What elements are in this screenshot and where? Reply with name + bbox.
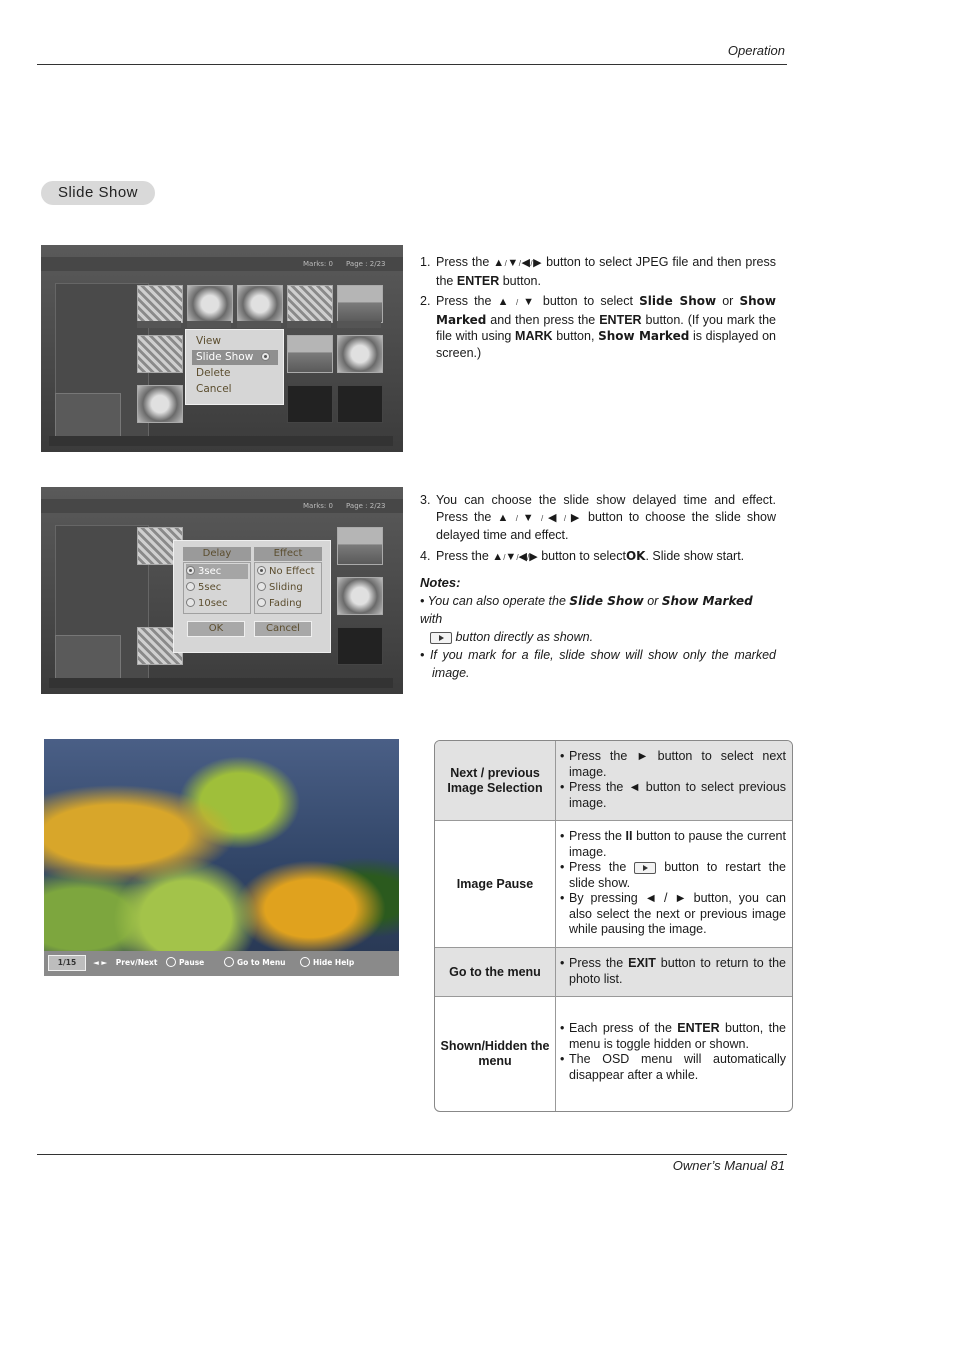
step-text: button,: [556, 329, 595, 343]
cancel-button[interactable]: Cancel: [254, 621, 312, 637]
note-text: or: [647, 594, 659, 608]
bullet-text: [560, 1021, 786, 1052]
thumbnail: [137, 285, 183, 323]
option-label: 3sec: [198, 566, 222, 577]
show-marked-label: Show Marked: [436, 294, 776, 327]
bullet-part: button to pause the current image.: [569, 829, 786, 859]
bullet-part: Press the: [569, 860, 627, 874]
bullet-text: [560, 829, 786, 860]
step-text: button to select JPEG file and then press the: [436, 255, 776, 288]
page-indicator: Page : 2/23: [346, 260, 386, 268]
slide-show-label: Slide Show: [639, 294, 717, 308]
effect-options: [254, 562, 322, 614]
tv-screen-slideshow-dialog: [41, 487, 403, 694]
thumbnail: [237, 285, 283, 323]
row-description: [560, 749, 786, 811]
note-1: [420, 592, 776, 646]
bullet-part: button to return to the photo list.: [569, 956, 786, 986]
arrow-up-icon: ▲: [492, 550, 504, 563]
step-1: 1. Press the ▲/▼/◀/▶ button to select JPEG file and then press the ENTER button.: [420, 255, 776, 288]
pause-key-label: II: [625, 829, 633, 843]
column-divider: [555, 821, 556, 947]
row-label: Image Pause: [456, 876, 534, 891]
control-label: Prev/Next: [115, 958, 158, 967]
popup-menu: [185, 329, 284, 405]
thumbnail: [337, 577, 383, 615]
thumbnail-empty: [337, 385, 383, 423]
bullet-text: • Press the ◄ button to select previous image.: [560, 780, 786, 811]
exit-key-label: EXIT: [628, 956, 656, 970]
tv-help-bar: [49, 436, 393, 446]
row-label: Next / previous Image Selection: [447, 765, 543, 795]
menu-item-view[interactable]: View: [196, 335, 221, 347]
step-text: is displayed on screen.): [436, 329, 776, 360]
arrow-down-icon: ▼: [523, 296, 537, 308]
step-text: button. (If you mark the file with using: [436, 312, 776, 343]
arrow-left-icon: ◀: [518, 550, 528, 563]
step-number: 4.: [420, 548, 431, 563]
note-text: • You can also operate the: [420, 594, 566, 608]
note-text: button directly as shown.: [455, 630, 594, 644]
bullet-part: button, the menu is toggle hidden or shown.: [569, 1021, 786, 1051]
arrow-up-icon: ▲: [497, 511, 511, 524]
control-label: Go to Menu: [237, 958, 286, 967]
bullet-part: Press the: [569, 956, 624, 970]
row-description: [560, 829, 786, 938]
option-label: Fading: [269, 598, 302, 609]
option-label: 5sec: [198, 582, 222, 593]
tv-help-bar: [49, 678, 393, 688]
pause-icon: [166, 957, 176, 967]
step-text: and then press the: [490, 312, 596, 327]
bullet-part: Each press of the: [569, 1021, 672, 1035]
arrow-up-icon: ▲: [493, 257, 505, 269]
radio-off-icon: [186, 582, 195, 591]
arrow-down-icon: ▼: [522, 511, 537, 524]
delay-options: [183, 562, 251, 614]
thumbnail: [137, 335, 183, 373]
effect-header: Effect: [254, 547, 322, 561]
marks-count: Marks: 0: [303, 260, 333, 268]
ok-button[interactable]: OK: [187, 621, 245, 637]
slideshow-function-table: [434, 740, 793, 1112]
column-divider: [555, 997, 556, 1111]
thumbnail-label: [187, 321, 231, 328]
arrow-right-icon: ▶: [529, 550, 538, 563]
menu-item-slide-show[interactable]: [192, 350, 278, 365]
menu-item-delete[interactable]: Delete: [196, 367, 231, 379]
hide-help-control[interactable]: [300, 958, 354, 968]
slide-show-label: Slide Show: [569, 594, 644, 608]
table-row: [435, 821, 792, 948]
menu-item-cancel[interactable]: Cancel: [196, 383, 232, 395]
step-text: Press the: [436, 294, 492, 308]
step-2: 2. Press the ▲ / ▼ button to select Slide Show or Show Marked and then press the ENTER button. (If you mark the file with using MARK button, Show Marked is displayed on screen.): [420, 294, 776, 360]
slideshow-control-bar: [44, 951, 399, 976]
arrow-up-icon: ▲: [497, 296, 512, 308]
table-row: [435, 741, 792, 821]
effect-option-sliding[interactable]: [257, 580, 303, 595]
thumbnail: [337, 335, 383, 373]
tv-side-buttons: [55, 393, 121, 437]
note-2: • If you mark for a file, slide show will show only the marked image.: [420, 648, 776, 680]
table-row: [435, 948, 792, 997]
arrow-down-icon: ▼: [505, 550, 517, 563]
page-indicator: Page : 2/23: [346, 502, 386, 510]
thumbnail: [287, 285, 333, 323]
notes-title: Notes:: [420, 575, 461, 590]
bullet-text: • By pressing ◄ / ► button, you can also select the next or previous image while pausing the image.: [560, 891, 786, 938]
marks-count: Marks: 0: [303, 502, 333, 510]
delay-option-3sec[interactable]: [186, 564, 248, 579]
steps-1-2: [420, 254, 776, 361]
bullet-text: • The OSD menu will automatically disappear after a while.: [560, 1052, 786, 1083]
step-text: Press the: [436, 548, 489, 563]
go-to-menu-control[interactable]: [224, 958, 286, 968]
tv-side-buttons: [55, 635, 121, 679]
thumbnail-empty: [337, 627, 383, 665]
thumbnail: [287, 335, 333, 373]
step-text: button to choose the slide show delayed time and effect.: [436, 509, 777, 542]
thumbnail: [187, 285, 233, 323]
delay-option-10sec[interactable]: [186, 596, 228, 611]
menu-item-label: Slide Show: [196, 351, 254, 363]
arrow-left-icon: ◀: [548, 511, 560, 524]
column-divider: [555, 948, 556, 996]
thumbnail: [337, 527, 383, 565]
step-3: 3. You can choose the slide show delayed time and effect. Press the ▲ / ▼ / ◀ / ▶ button to choose the slide show delayed time and effect.: [420, 493, 777, 542]
step-text: or: [722, 294, 734, 308]
header-rule: [37, 64, 787, 65]
column-divider: [555, 741, 556, 820]
control-label: Pause: [179, 958, 205, 967]
bullet-part: button to restart the slide show.: [569, 860, 786, 890]
header-section-label: Operation: [727, 43, 785, 58]
delay-option-5sec[interactable]: [186, 580, 221, 595]
note-text: with: [420, 612, 443, 626]
show-marked-label: Show Marked: [661, 594, 753, 608]
section-title-pill: Slide Show: [41, 181, 155, 205]
pause-control[interactable]: [166, 958, 204, 968]
effect-option-fading[interactable]: [257, 596, 302, 611]
fruit-photo-image: [44, 739, 399, 951]
ok-label: OK: [625, 548, 646, 563]
row-label: Shown/Hidden the menu: [440, 1039, 550, 1068]
slideshow-photo: [44, 739, 399, 976]
arrow-right-icon: ▶: [532, 257, 543, 269]
radio-on-icon: [257, 566, 266, 575]
prev-next-control[interactable]: [93, 958, 157, 967]
exit-icon: [224, 957, 234, 967]
row-description: [560, 956, 786, 987]
row-description: [560, 1021, 786, 1083]
bullet-part: Press the: [569, 829, 622, 843]
step-text: . Slide show start.: [645, 548, 745, 563]
step-text: button.: [502, 273, 541, 288]
footer-page-label: Owner’s Manual 81: [672, 1158, 785, 1173]
selected-radio-icon: [261, 352, 270, 361]
notes-block: [420, 575, 776, 682]
arrow-left-icon: ◀: [520, 257, 531, 269]
thumbnail-label: [337, 321, 381, 328]
thumbnail: [337, 285, 383, 323]
show-marked-label: Show Marked: [598, 329, 690, 343]
step-text: You can choose the slide show delayed time and effect. Press the: [436, 493, 776, 524]
thumbnail-label: [137, 321, 181, 328]
bullet-text: [560, 860, 786, 891]
option-label: No Effect: [269, 566, 315, 577]
thumbnail: [137, 385, 183, 423]
table-row: [435, 997, 792, 1111]
row-label: Go to the menu: [449, 964, 541, 979]
step-text: button to select: [542, 294, 633, 308]
thumbnail-label: [287, 321, 331, 328]
bullet-text: [560, 956, 786, 987]
enter-key-label: ENTER: [677, 1021, 720, 1035]
step-text: button to select: [541, 548, 626, 563]
play-button-icon: [430, 632, 452, 644]
step-text: Press the: [436, 255, 490, 269]
thumbnail-empty: [287, 385, 333, 423]
footer-rule: [37, 1154, 787, 1155]
thumbnail-label: [237, 321, 281, 328]
step-4: 4. Press the ▲/▼/◀/▶ button to selectOK. Slide show start.: [420, 548, 745, 563]
effect-option-no-effect[interactable]: [257, 564, 315, 579]
enter-icon: [300, 957, 310, 967]
arrow-down-icon: ▼: [506, 257, 519, 269]
radio-off-icon: [257, 582, 266, 591]
radio-off-icon: [257, 598, 266, 607]
arrow-right-icon: ▶: [570, 511, 582, 524]
prev-next-arrows-icon: ◄ ►: [93, 958, 108, 967]
mark-key-label: MARK: [515, 329, 553, 343]
slideshow-settings-dialog: [173, 540, 331, 653]
control-label: Hide Help: [313, 958, 355, 967]
play-button-icon: [634, 862, 656, 874]
radio-off-icon: [186, 598, 195, 607]
enter-key-label: ENTER: [599, 312, 642, 327]
delay-header: Delay: [183, 547, 251, 561]
tv-screen-photo-menu: [41, 245, 403, 452]
step-number: 2.: [420, 294, 431, 308]
image-counter: 1/15: [48, 955, 86, 971]
step-number: 3.: [420, 493, 431, 507]
option-label: Sliding: [269, 582, 303, 593]
enter-key-label: ENTER: [456, 273, 500, 288]
bullet-text: • Press the ► button to select next image.: [560, 749, 786, 780]
step-number: 1.: [420, 255, 431, 269]
option-label: 10sec: [198, 598, 228, 609]
steps-3-4: [420, 492, 776, 566]
radio-on-icon: [186, 566, 195, 575]
